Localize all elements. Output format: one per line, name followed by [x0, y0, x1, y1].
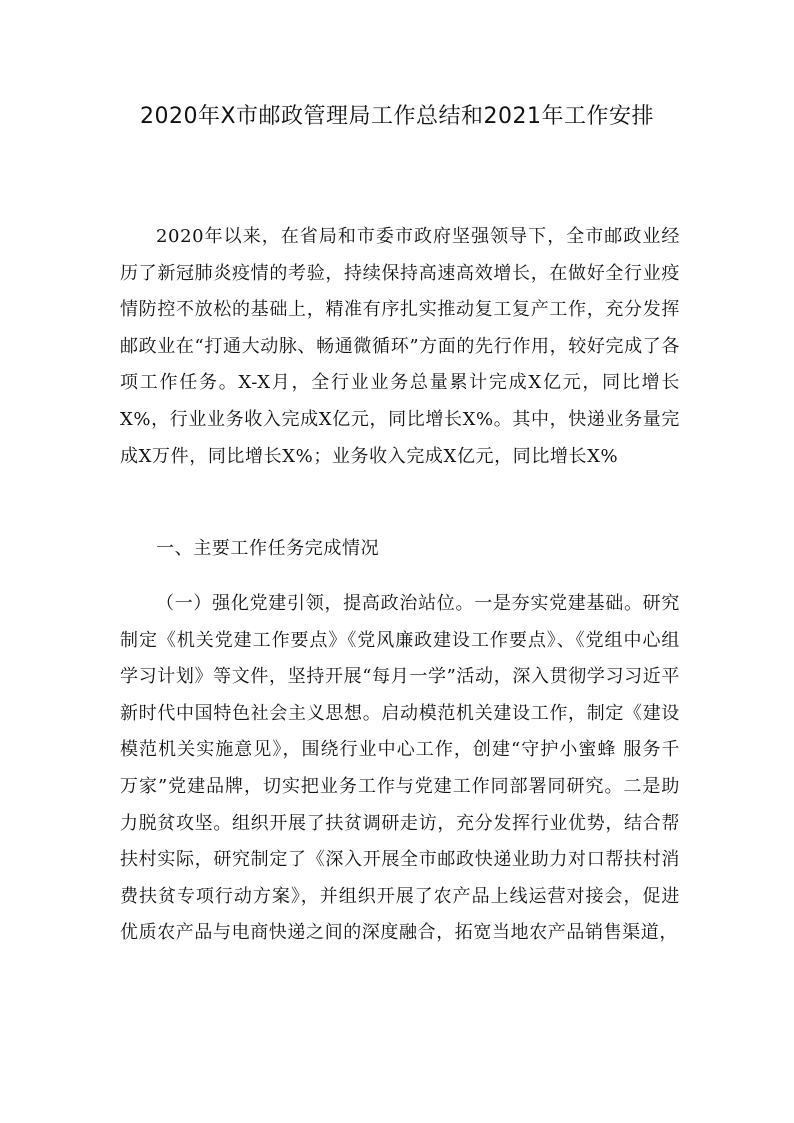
section-heading: 一、主要工作任务完成情况: [156, 538, 380, 559]
document-title: 2020年X市邮政管理局工作总结和2021年工作安排: [139, 104, 655, 129]
section-paragraph: （一）强化党建引领，提高政治站位。一是夯实党建基础。研究制定《机关党建工作要点》《党风廉政建设工作要点》、《党组中心组学习计划》等文件，坚持开展“每月一学”活动，深入贯彻学习习近平新时代中国特色社会主义思想。启动模范机关建设工作，制定《建设模范机关实施意见》，围绕行业中心工作，创建“守护小蜜蜂 服务千万家”党建品牌，切实把业务工作与党建工作同部署同研究。二是助力脱贫攻坚。组织开展了扶贫调研走访，充分发挥行业优势，结合帮扶村实际，研究制定了《深入开展全市邮政快递业助力对口帮扶村消费扶贫专项行动方案》，并组织开展了农产品上线运营对接会，促进优质农产品与电商快递之间的深度融合，拓宽当地农产品销售渠道，: [120, 593, 680, 944]
intro-paragraph: 2020年以来，在省局和市委市政府坚强领导下，全市邮政业经历了新冠肺炎疫情的考验，持续保持高速高效增长，在做好全行业疫情防控不放松的基础上，精准有序扎实推动复工复产工作，充分发挥邮政业在“打通大动脉、畅通微循环”方面的先行作用，较好完成了各项工作任务。X-X月，全行业业务总量累计完成X亿元，同比增长X%，行业业务收入完成X亿元，同比增长X%。其中，快递业务量完成X万件，同比增长X%；业务收入完成X亿元，同比增长X%: [120, 226, 680, 467]
